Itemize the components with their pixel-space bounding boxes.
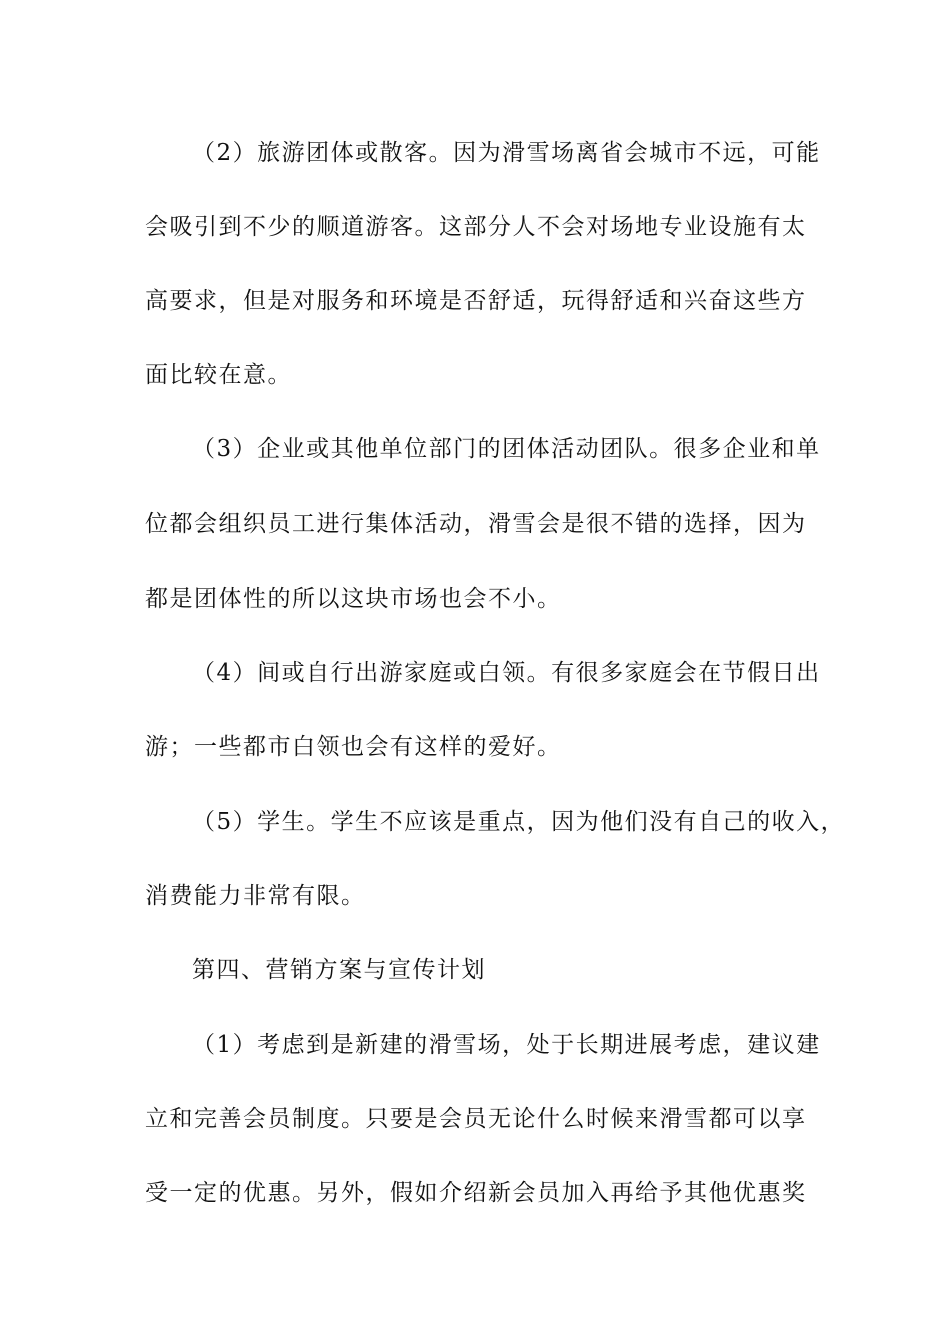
paragraph-2-line-3: 高要求，但是对服务和环境是否舒适，玩得舒适和兴奋这些方 xyxy=(145,288,807,314)
paragraph-4-line-2: 游；一些都市白领也会有这样的爱好。 xyxy=(145,734,562,760)
paragraph-5-line-1: （5）学生。学生不应该是重点，因为他们没有自己的收入， xyxy=(192,809,846,835)
marketing-paragraph-1-line-3: 受一定的优惠。另外，假如介绍新会员加入再给予其他优惠奖 xyxy=(145,1180,807,1206)
marketing-paragraph-1-line-2: 立和完善会员制度。只要是会员无论什么时候来滑雪都可以享 xyxy=(145,1106,807,1132)
paragraph-3-line-3: 都是团体性的所以这块市场也会不小。 xyxy=(145,586,562,612)
marketing-paragraph-1-line-1: （1）考虑到是新建的滑雪场，处于长期进展考虑，建议建 xyxy=(192,1032,821,1058)
paragraph-2-line-1: （2）旅游团体或散客。因为滑雪场离省会城市不远，可能 xyxy=(192,140,821,166)
paragraph-3-line-1: （3）企业或其他单位部门的团体活动团队。很多企业和单 xyxy=(192,436,821,462)
paragraph-3-line-2: 位都会组织员工进行集体活动，滑雪会是很不错的选择，因为 xyxy=(145,511,807,537)
paragraph-2-line-4: 面比较在意。 xyxy=(145,362,292,388)
paragraph-4-line-1: （4）间或自行出游家庭或白领。有很多家庭会在节假日出 xyxy=(192,660,821,686)
paragraph-5-line-2: 消费能力非常有限。 xyxy=(145,883,366,909)
section-heading: 第四、营销方案与宣传计划 xyxy=(192,957,486,983)
paragraph-2-line-2: 会吸引到不少的顺道游客。这部分人不会对场地专业设施有太 xyxy=(145,214,807,240)
